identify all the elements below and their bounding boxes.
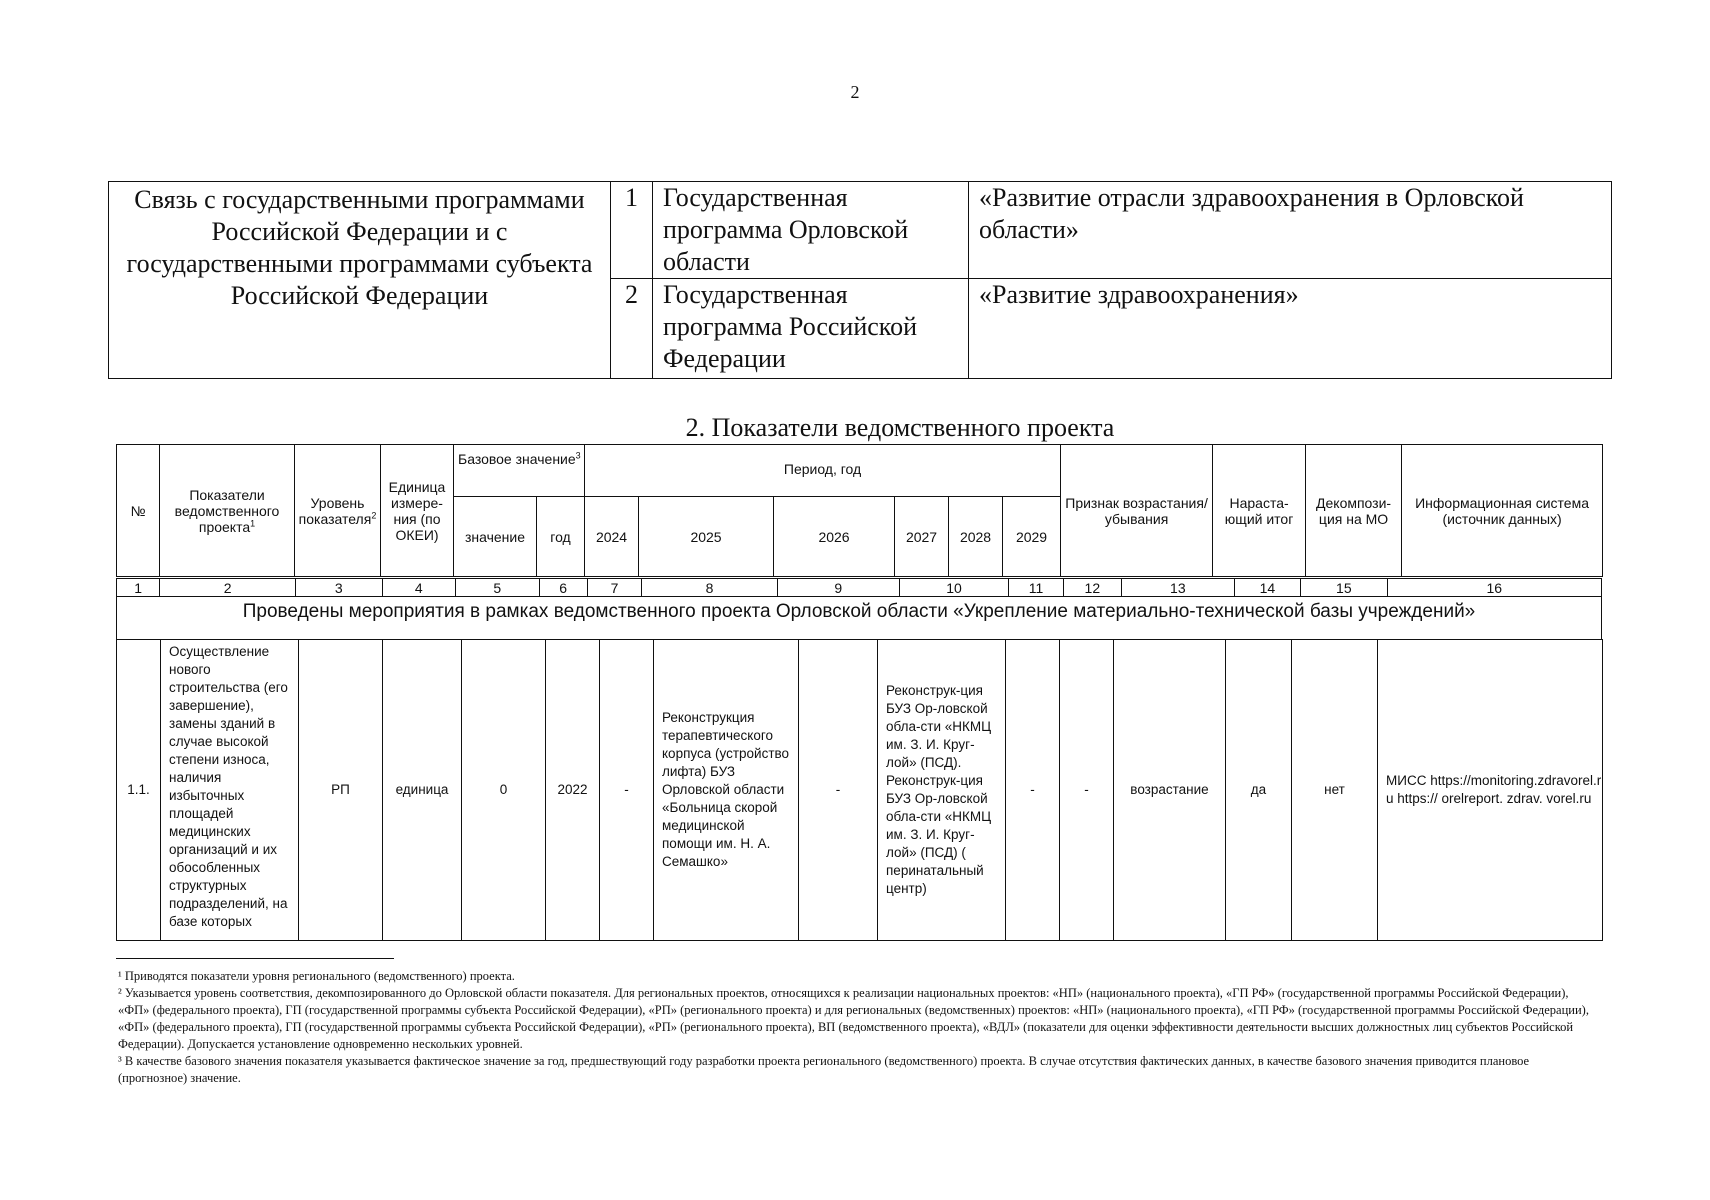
indicators-header — [116, 444, 1603, 577]
state-programs-table — [108, 181, 1612, 379]
column-number: 7 — [587, 579, 641, 597]
row-2025: Реконструкция терапевтического корпуса (устройство лифта) БУЗ Орловской области «Больница скорой медицинской помощи им. Н. А. Семашко» — [654, 640, 799, 941]
footnote-1: ¹ Приводятся показатели уровня регионального (ведомственного) проекта. — [118, 969, 515, 983]
header-info-system: Информационная система (источник данных) — [1402, 445, 1603, 577]
column-number: 9 — [777, 579, 899, 597]
column-number: 13 — [1122, 579, 1235, 597]
column-number: 6 — [539, 579, 587, 597]
row-2026: - — [799, 640, 878, 941]
header-indicators: Показатели ведомственного проекта$^1$ — [160, 445, 295, 577]
row-base-year: 2022 — [546, 640, 600, 941]
column-number: 12 — [1063, 579, 1121, 597]
footnote-3: ³ В качестве базового значения показателя указывается фактическое значение за год, предшествующий году разработки проекта регионального (ведомственного) проекта. В случае отсутствия фактических данных, в качестве базового значения приводится плановое (прогнозное) значение. — [118, 1054, 1530, 1085]
row-2029: - — [1006, 640, 1060, 941]
footnotes — [118, 968, 1598, 1087]
header-decomposition: Декомпози-ция на МО — [1306, 445, 1402, 577]
event-title: Проведены мероприятия в рамках ведомственного проекта Орловской области «Укрепление материально-технической базы учреждений» — [116, 595, 1602, 640]
column-number: 10 — [899, 579, 1009, 597]
link-label: Связь с государственными программами Российской Федерации и с государственными программами субъекта Российской Федерации — [109, 182, 611, 379]
section-title: 2. Показатели ведомственного проекта — [685, 413, 1115, 442]
footnote-divider — [116, 958, 394, 959]
program-type: Государственная программа Орловской области — [653, 182, 969, 279]
header-base: Базовое значение$^3$ — [454, 445, 585, 497]
row-extra: - — [1060, 640, 1114, 941]
row-level: РП — [299, 640, 383, 941]
header-unit: Единица измере-ния (по ОКЕИ) — [381, 445, 454, 577]
column-number: 5 — [456, 579, 540, 597]
page-number: 2 — [850, 82, 860, 102]
row-info-system: МИСС https://monitoring.zdravorel.ru https:// orelreport. zdrav. vorel.ru — [1378, 640, 1603, 941]
program-name: «Развитие здравоохранения» — [969, 279, 1612, 379]
column-number: 3 — [296, 579, 383, 597]
program-type: Государственная программа Российской Федерации — [653, 279, 969, 379]
row-number: 1.1. — [117, 640, 161, 941]
header-level: Уровень показателя$^2$ — [295, 445, 381, 577]
header-base-value: значение — [454, 497, 537, 577]
column-number: 4 — [382, 579, 455, 597]
column-number: 11 — [1009, 579, 1063, 597]
header-year-2025: 2025 — [639, 497, 774, 577]
row-2024: - — [600, 640, 654, 941]
column-number: 16 — [1387, 579, 1601, 597]
header-period: Период, год — [585, 445, 1061, 497]
header-year-2028: 2028 — [949, 497, 1003, 577]
row-base-value: 0 — [462, 640, 546, 941]
row-indicator: Осуществление нового строительства (его завершение), замены зданий в случае высокой степени износа, наличия избыточных площадей медицинских организаций и их обособленных структурных подразделений, на базе которых — [161, 640, 299, 941]
indicator-row — [116, 639, 1603, 941]
row-unit: единица — [383, 640, 462, 941]
footnote-2: ² Указывается уровень соответствия, декомпозированного до Орловской области показателя. Для региональных проектов, относящихся к реализации национальных проектов: «НП» (национального проекта), «ГП РФ» (государственной программы Российской Федерации), «ФП» (федерального проекта), ГП (государственной программы субъекта Российской Федерации), «РП» (регионального проекта) и для региональных (ведомственных) проектов: «НП» (национального проекта), «ГП РФ» (государственной программы Российской Федерации), «ФП» (федерального проекта), ГП (государственной программы субъекта Российской Федерации), «РП» (регионального проекта), ВП (ведомственного проекта), «ВДЛ» (показатели для оценки эффективности деятельности высших должностных лиц субъектов Российской Федерации). Допускается установление одновременно нескольких уровней. — [118, 986, 1589, 1051]
header-cumulative: Нараста-ющий итог — [1213, 445, 1306, 577]
header-sign: Признак возрастания/ убывания — [1061, 445, 1213, 577]
row-sign: возрастание — [1114, 640, 1226, 941]
program-name: «Развитие отрасли здравоохранения в Орловской области» — [969, 182, 1612, 279]
program-number: 1 — [611, 182, 653, 279]
header-year-2026: 2026 — [774, 497, 895, 577]
program-number: 2 — [611, 279, 653, 379]
column-number: 14 — [1234, 579, 1300, 597]
row-2027-2028: Реконструк-ция БУЗ Ор-ловской обла-сти «НКМЦ им. З. И. Круг-лой» (ПСД). Реконструк-ция БУЗ Ор-ловской обла-сти «НКМЦ им. З. И. Круг-лой» (ПСД) ( перинатальный центр) — [878, 640, 1006, 941]
header-year-2029: 2029 — [1003, 497, 1061, 577]
header-year-2024: 2024 — [585, 497, 639, 577]
column-number: 2 — [160, 579, 296, 597]
row-decomposition: нет — [1292, 640, 1378, 941]
column-number: 8 — [642, 579, 778, 597]
header-num: № — [117, 445, 160, 577]
row-cumulative: да — [1226, 640, 1292, 941]
column-number: 1 — [117, 579, 160, 597]
header-year-2027: 2027 — [895, 497, 949, 577]
header-base-year: год — [537, 497, 585, 577]
column-number: 15 — [1301, 579, 1388, 597]
